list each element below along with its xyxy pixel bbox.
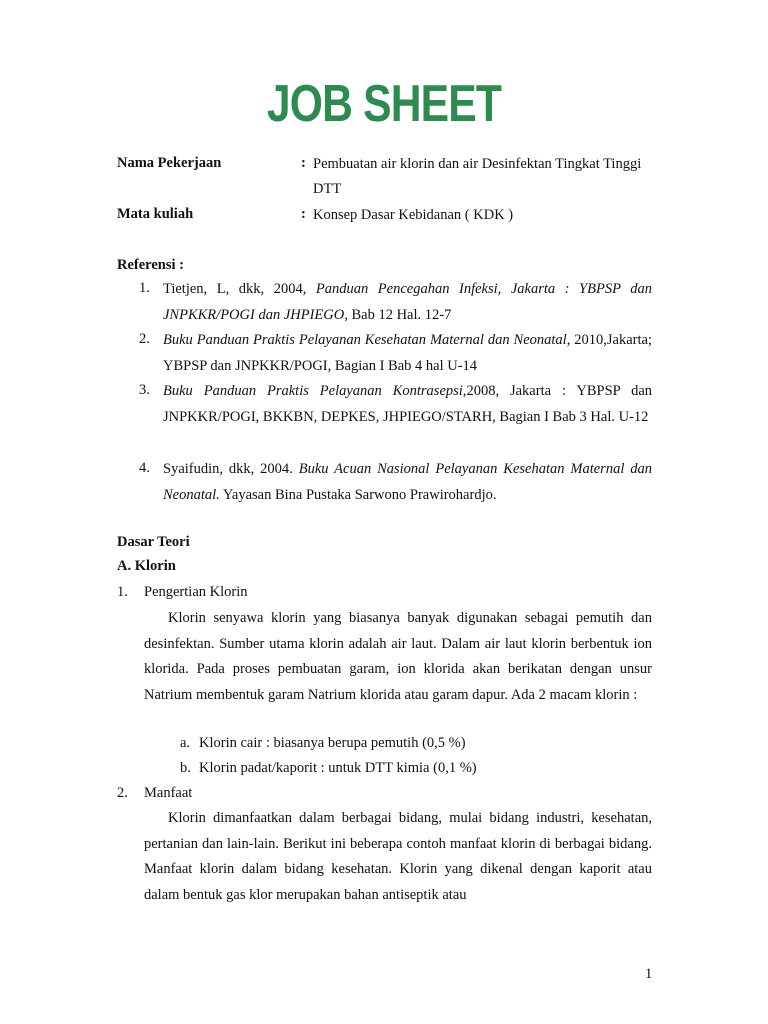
item-number: 2. [117, 785, 128, 801]
list-number: 2. [139, 331, 150, 347]
field-mata-kuliah [117, 206, 652, 232]
paragraph: Klorin dimanfaatkan dalam berbagai bidang, mulai bidang industri, kesehatan, pertanian dan lain-lain. Berikut ini beberapa contoh manfaat klorin di berbagai bidang. Manfaat klorin dalam bidang kesehatan. Klorin yang dikenal dengan kaporit atau dalam bentuk gas klor merupakan bahan antiseptik atau [144, 810, 652, 903]
sub-item-number: b. [180, 760, 191, 776]
list-number: 1. [139, 280, 150, 296]
referensi-heading: Referensi : [117, 257, 184, 273]
section-heading: A. Klorin [117, 558, 176, 574]
item-number: 1. [117, 584, 128, 600]
reference-text: Syaifudin, dkk, 2004. Buku Acuan Nasional Pelayanan Kesehatan Maternal dan Neonatal. Yayasan Bina Pustaka Sarwono Prawirohardjo. [163, 461, 652, 503]
field-nama-pekerjaan [117, 155, 652, 207]
paragraph: Klorin senyawa klorin yang biasanya banyak digunakan sebagai pemutih dan desinfektan. Sumber utama klorin adalah air laut. Dalam air laut klorin berbentuk ion klorida. Pada proses pembuatan garam, ion klorida akan berikatan dengan unsur Natrium membentuk garam Natrium klorida atau garam dapur. Ada 2 macam klorin : [144, 610, 652, 703]
page-title: JOB SHEET [266, 75, 502, 133]
field-value: Konsep Dasar Kebidanan ( KDK ) [313, 207, 514, 223]
sub-item-text: Klorin padat/kaporit : untuk DTT kimia (0,1 %) [199, 760, 477, 776]
field-colon: : [301, 206, 306, 222]
list-number: 4. [139, 460, 150, 476]
dasar-teori-heading: Dasar Teori [117, 534, 190, 550]
reference-text: Buku Panduan Praktis Pelayanan Kontrasepsi,2008, Jakarta : YBPSP dan JNPKKR/POGI, BKKBN, DEPKES, JHPIEGO/STARH, Bagian I Bab 3 Hal. U-12 [163, 383, 653, 425]
item-title: Manfaat [144, 785, 193, 801]
field-label: Nama Pekerjaan [117, 155, 222, 171]
field-colon: : [301, 155, 306, 171]
sub-item-number: a. [180, 735, 191, 751]
reference-text: Buku Panduan Praktis Pelayanan Kesehatan Maternal dan Neonatal, 2010,Jakarta; YBPSP dan JNPKKR/POGI, Bagian I Bab 4 hal U-14 [163, 332, 652, 374]
page-number: 1 [645, 966, 653, 982]
field-label: Mata kuliah [117, 206, 194, 222]
item-title: Pengertian Klorin [144, 584, 248, 600]
reference-text: Tietjen, L, dkk, 2004, Panduan Pencegahan Infeksi, Jakarta : YBPSP dan JNPKKR/POGI dan JHPIEGO, Bab 12 Hal. 12-7 [163, 281, 652, 323]
sub-item-text: Klorin cair : biasanya berupa pemutih (0,5 %) [199, 735, 466, 751]
list-number: 3. [139, 382, 150, 398]
field-value: Pembuatan air klorin dan air Desinfektan Tingkat Tinggi DTT [313, 156, 642, 197]
